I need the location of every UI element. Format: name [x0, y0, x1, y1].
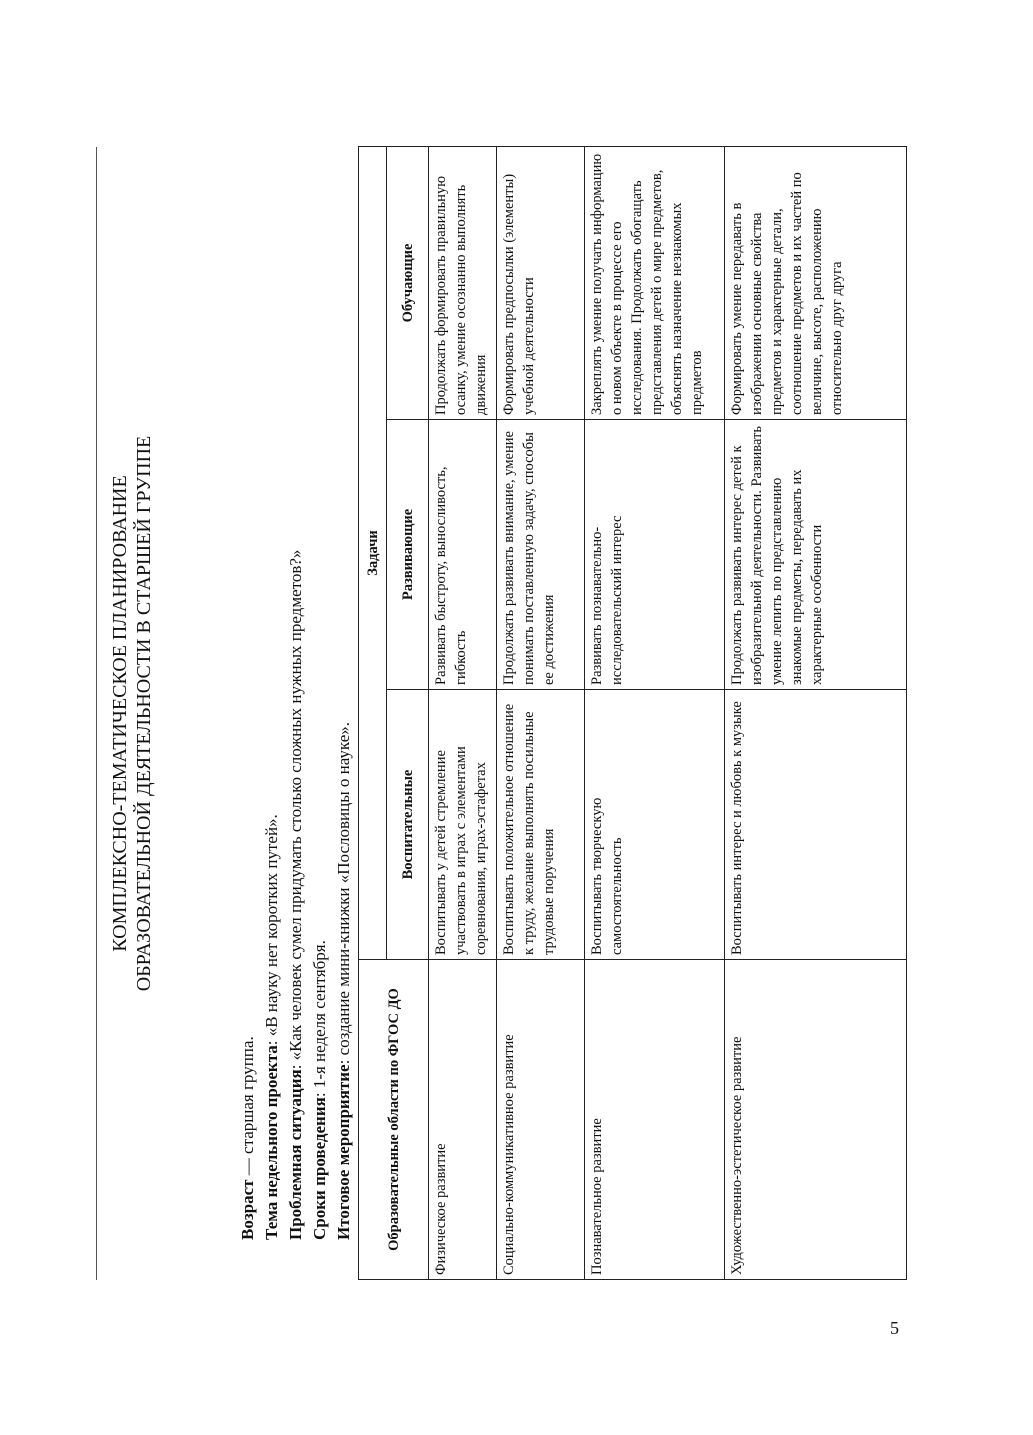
cell-developing: Развивать познавательно-исследовательский интерес — [585, 420, 725, 690]
cell-developing: Развивать быстроту, выносливость, гибкость — [429, 420, 497, 690]
title-line-1: КОМПЛЕКСНО-ТЕМАТИЧЕСКОЕ ПЛАНИРОВАНИЕ — [109, 475, 131, 952]
header-educational: Воспитательные — [387, 690, 429, 960]
cell-developing: Продолжать развивать внимание, умение понимать поставленную задачу, способы ее достижения — [497, 420, 585, 690]
table-header-row — [359, 146, 387, 1279]
info-final-event: Итоговое мероприятие: создание мини-книжки «Пословицы о науке». — [334, 721, 353, 1240]
table-row — [725, 146, 907, 1279]
page-number: 5 — [890, 1318, 899, 1338]
header-tasks: Задачи — [359, 146, 387, 959]
header-teaching: Обучающие — [387, 146, 429, 419]
cell-educational: Воспитывать у детей стремление участвовать в играх с элементами соревнования, играх-эстафетах — [429, 690, 497, 960]
cell-teaching: Продолжать формировать правильную осанку, умение осознанно выполнять движения — [429, 146, 497, 419]
info-dates: Сроки проведения: 1-я неделя сентября. — [310, 940, 329, 1240]
cell-area: Физическое развитие — [429, 960, 497, 1280]
margin-rule — [96, 147, 97, 1280]
rotated-page-content — [102, 147, 922, 1280]
table-row — [497, 146, 585, 1279]
cell-teaching: Закреплять умение получать информацию о новом объекте в процессе его исследования. Продолжать обогащать представления детей о мире предметов, объяснять назначение незнакомых предметов — [585, 146, 725, 419]
cell-educational: Воспитывать интерес и любовь к музыке — [725, 690, 907, 960]
header-area: Образовательные области по ФГОС ДО — [359, 960, 429, 1280]
table-row — [585, 146, 725, 1279]
info-problem: Проблемная ситуация: «Как человек сумел придумать столько сложных нужных предметов?» — [286, 549, 305, 1240]
planning-table — [358, 146, 907, 1280]
info-age: Возраст — старшая группа. — [238, 1036, 257, 1240]
info-theme: Тема недельного проекта: «В науку нет коротких путей». — [262, 814, 281, 1240]
cell-area: Социально-коммуникативное развитие — [497, 960, 585, 1280]
cell-developing: Продолжать развивать интерес детей к изобразительной деятельности. Развивать умение лепить по представлению знакомые предметы, передавать их характерные особенности — [725, 420, 907, 690]
cell-area: Художественно-эстетическое развитие — [725, 960, 907, 1280]
title-line-2: ОБРАЗОВАТЕЛЬНОЙ ДЕЯТЕЛЬНОСТИ В СТАРШЕЙ ГРУППЕ — [133, 435, 155, 992]
cell-teaching: Формировать предпосылки (элементы) учебной деятельности — [497, 146, 585, 419]
header-developing: Развивающие — [387, 420, 429, 690]
cell-educational: Воспитывать положительное отношение к труду, желание выполнять посильные трудовые поручения — [497, 690, 585, 960]
table-row — [429, 146, 497, 1279]
page-title — [108, 147, 156, 1280]
cell-educational: Воспитывать творческую самостоятельность — [585, 690, 725, 960]
project-info — [236, 160, 356, 1240]
cell-area: Познавательное развитие — [585, 960, 725, 1280]
cell-teaching: Формировать умение передавать в изображении основные свойства предметов и характерные детали, соотношение предметов и их частей по величине, высоте, расположению относительно друг друга — [725, 146, 907, 419]
